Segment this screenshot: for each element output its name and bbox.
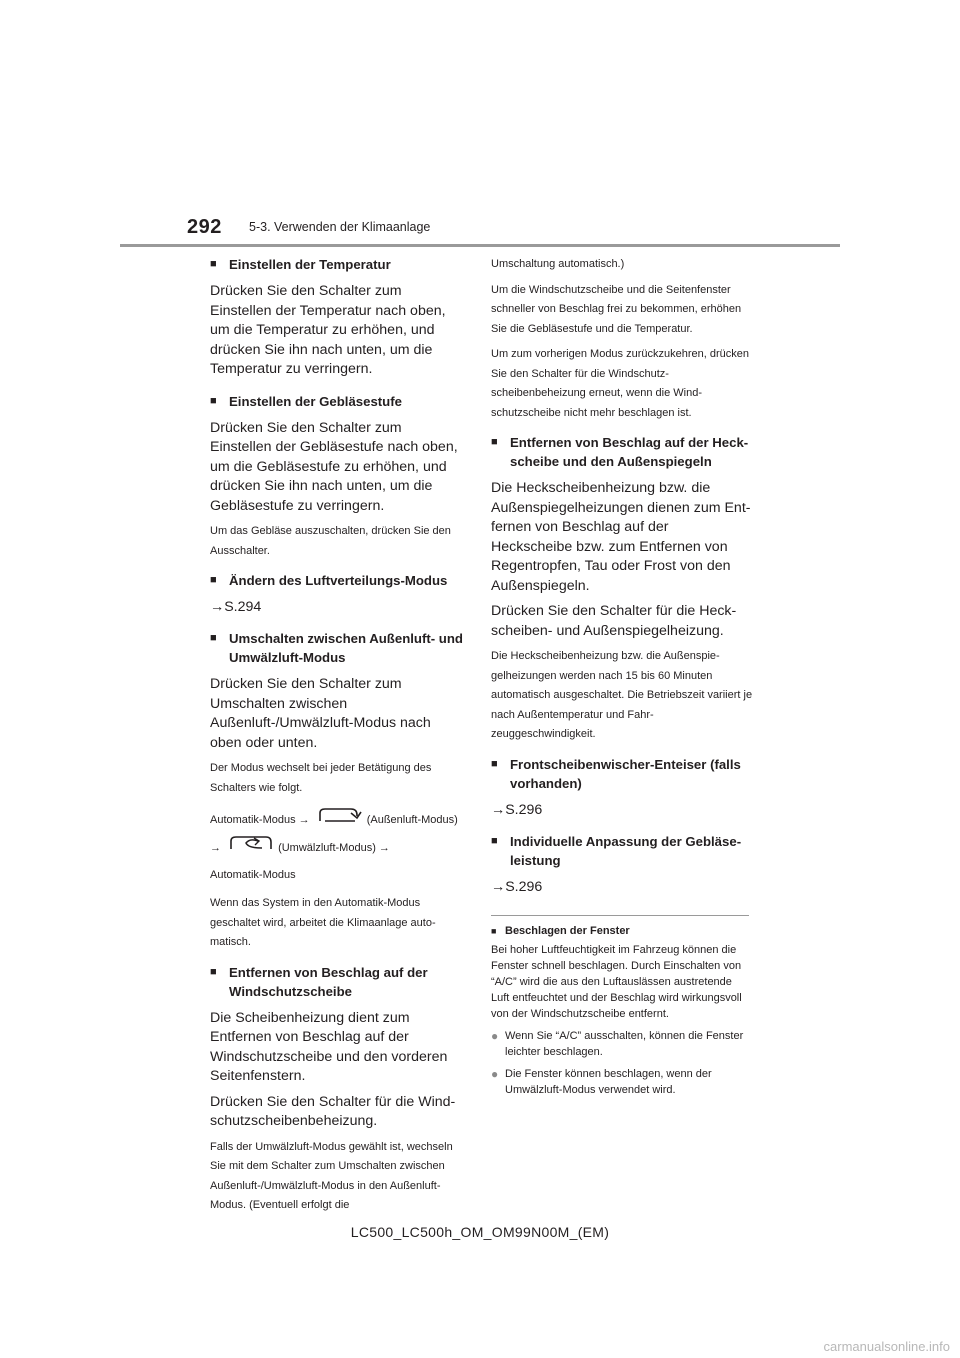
previous-mode-note: Um zum vorherigen Modus zurückzukehren, drücken Sie den Schalter für die Windschutzscheibenbeheizung erneut, wenn die Windschutzscheibe nicht mehr beschlagen ist.: [491, 348, 750, 419]
heading-fan-speed: ■ Einstellen der Gebläsestufe: [210, 393, 402, 409]
outside-air-icon: [317, 806, 363, 834]
heading-recirculation: ■ Umschalten zwischen Außenluft- und Umwälzluft-Modus: [210, 631, 463, 665]
recirculation-body: Drücken Sie den Schalter zum Umschalten zwischen Außenluft-/Umwälzluft-Modus nach oben oder unten.: [210, 676, 431, 751]
rear-defog-body-2: Drücken Sie den Schalter für die Heckscheiben- und Außenspiegelheizung.: [491, 603, 737, 639]
fan-speed-body: Drücken Sie den Schalter zum Einstellen der Gebläsestufe nach oben, um die Gebläsestufe zu erhöhen, und drücken Sie ihn nach unten, um die Gebläsestufe zu verringern.: [210, 419, 458, 514]
recirculate-air-icon: [228, 834, 274, 862]
fan-speed-note: Um das Gebläse auszuschalten, drücken Sie den Ausschalter.: [210, 525, 451, 557]
windshield-note: Falls der Umwälzluft-Modus gewählt ist, wechseln Sie mit dem Schalter zum Umschalten zwischen Außenluft-/Umwälzluft-Modus in den Außenluft-Modus. (Eventuell erfolgt die: [210, 1140, 453, 1211]
section-title: 5-3. Verwenden der Klimaanlage: [249, 220, 431, 234]
heading-window-fogging: ■ Beschlagen der Fenster: [491, 924, 630, 937]
heading-rear-defog: ■ Entfernen von Beschlag auf der Heckscheibe und den Außenspiegeln: [491, 435, 749, 469]
fan-customize-ref: →S.296: [491, 878, 543, 895]
heading-temperature: ■ Einstellen der Temperatur: [210, 257, 391, 272]
heading-wiper-deicer: ■ Frontscheibenwischer-Enteiser (falls vorhanden): [491, 756, 741, 791]
defog-speed-note: Um die Windschutzscheibe und die Seitenfenster schneller von Beschlag frei zu bekommen, erhöhen Sie die Gebläsestufe und die Temperatur.: [491, 283, 742, 335]
windshield-body-1: Die Scheibenheizung dient zum Entfernen von Beschlag auf der Windschutzscheibe und den vorderen Seitenfenstern.: [210, 1009, 448, 1084]
heading-windshield-defog: ■ Entfernen von Beschlag auf der Windschutzscheibe: [210, 964, 428, 999]
info-divider: [491, 915, 749, 916]
page-number: 292: [187, 216, 222, 238]
rear-defog-body-1: Die Heckscheibenheizung bzw. die Außenspiegelheizungen dienen zum Entfernen von Beschlag auf der Heckscheibe bzw. zum Entfernen von Regentropfen, Tau oder Frost von den Außenspiegeln.: [491, 480, 751, 594]
left-column: [210, 255, 464, 1216]
windshield-body-2: Drücken Sie den Schalter für die Windschutzscheibenbeheizung.: [210, 1093, 456, 1129]
heading-fan-customize: ■ Individuelle Anpassung der Gebläseleistung: [491, 833, 742, 868]
right-column: [491, 255, 753, 1104]
note-continuation: Umschaltung automatisch.): [491, 258, 625, 270]
document-id: LC500_LC500h_OM_OM99N00M_(EM): [350, 1224, 610, 1240]
recirculation-note: Der Modus wechselt bei jeder Betätigung des Schalters wie folgt.: [210, 762, 432, 794]
heading-airflow-mode: ■ Ändern des Luftverteilungs-Modus: [210, 573, 448, 588]
airflow-ref: →S.294: [210, 599, 262, 615]
window-fogging-body: Bei hoher Luftfeuchtigkeit im Fahrzeug können die Fenster schnell beschlagen. Durch Einschalten von “A/C” wird die aus den Luftauslässen austretende Luft entfeuchtet und der Beschlag wird wirkungsvoll von der Windschutzscheibe entfernt.: [491, 943, 742, 1020]
auto-mode-note: Wenn das System in den Automatik-Modus geschaltet wird, arbeitet die Klimaanlage automatisch.: [210, 897, 436, 948]
window-fogging-item: ● Die Fenster können beschlagen, wenn der Umwälzluft-Modus verwendet wird.: [491, 1066, 712, 1096]
wiper-deicer-ref: →S.296: [491, 801, 543, 818]
rear-defog-note: Die Heckscheibenheizung bzw. die Außenspiegelheizungen werden nach 15 bis 60 Minuten automatisch ausgeschaltet. Die Betriebszeit variiert je nach Außentemperatur und Fahrzeuggeschwindigkeit.: [491, 650, 753, 740]
temperature-body: Drücken Sie den Schalter zum Einstellen der Temperatur nach oben, um die Temperatur zu erhöhen, und drücken Sie ihn nach unten, um die Temperatur zu verringern.: [210, 283, 446, 377]
mode-sequence: Automatik-Modus → (Außenluft-Modus) → (Umwälzluft-Modus) → Automatik-Modus: [210, 806, 464, 888]
header-rule: [120, 244, 840, 247]
window-fogging-item: ● Wenn Sie “A/C” ausschalten, können die Fenster leichter beschlagen.: [491, 1028, 744, 1058]
watermark: carmanualsonline.info: [823, 1339, 950, 1354]
